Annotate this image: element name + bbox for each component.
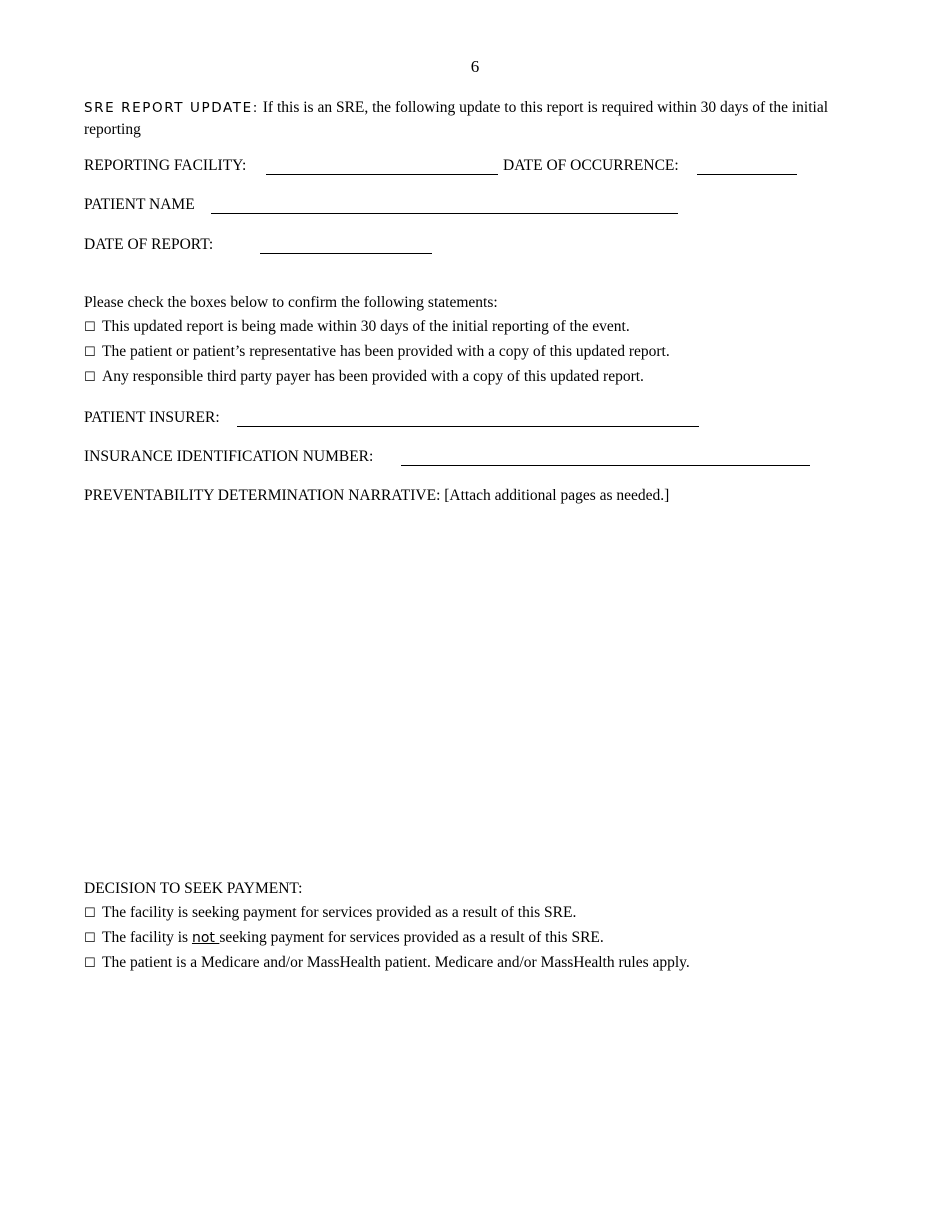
payment-item-not-seeking [84, 929, 604, 947]
date-of-report-field-part2[interactable] [307, 253, 432, 254]
date-of-report-field-part1[interactable] [260, 253, 307, 254]
payment-item-medicare [84, 954, 690, 972]
narrative-text-area[interactable] [84, 515, 864, 870]
checkbox[interactable]: ☐ [84, 956, 96, 971]
payment-item-not-word: not [191, 930, 220, 946]
insurance-id-field[interactable] [401, 465, 810, 466]
date-of-report-label: DATE OF REPORT: [84, 236, 214, 253]
patient-name-label: PATIENT NAME [84, 196, 195, 213]
sre-report-update-label: SRE REPORT UPDATE [84, 100, 253, 116]
reporting-facility-label: REPORTING FACILITY: [84, 157, 247, 174]
reporting-facility-field[interactable] [266, 174, 498, 175]
payment-heading: DECISION TO SEEK PAYMENT: [84, 880, 303, 897]
confirm-item-text: Any responsible third party payer has been provided with a copy of this updated report. [102, 368, 644, 385]
date-of-occurrence-label: DATE OF OCCURRENCE: [503, 157, 679, 174]
patient-name-field[interactable] [211, 213, 678, 214]
payment-item-text: The facility is seeking payment for services provided as a result of this SRE. [102, 904, 577, 921]
checkbox[interactable]: ☐ [84, 345, 96, 360]
confirm-item-text: This updated report is being made within 30 days of the initial reporting of the event. [102, 318, 630, 335]
checkbox[interactable]: ☐ [84, 931, 96, 946]
confirm-intro: Please check the boxes below to confirm the following statements: [84, 294, 498, 311]
page-number: 6 [470, 57, 480, 76]
payment-item-seeking [84, 904, 576, 922]
checkbox[interactable]: ☐ [84, 320, 96, 335]
narrative-label: PREVENTABILITY DETERMINATION NARRATIVE: [Attach additional pages as needed.] [84, 487, 670, 504]
sre-update-text: If this is an SRE, the following update to this report is required within 30 days of the initial reporting [84, 99, 829, 138]
patient-insurer-label: PATIENT INSURER: [84, 409, 220, 426]
patient-insurer-field[interactable] [237, 426, 699, 427]
confirm-item-patient-copy [84, 343, 670, 361]
checkbox[interactable]: ☐ [84, 906, 96, 921]
payment-item-text-after: seeking payment for services provided as a result of this SRE. [219, 929, 604, 946]
confirm-item-payer-copy [84, 368, 644, 386]
sre-label-colon: : [252, 100, 259, 116]
confirm-item-within-30-days [84, 318, 630, 336]
date-of-occurrence-field[interactable] [697, 174, 797, 175]
checkbox[interactable]: ☐ [84, 370, 96, 385]
payment-item-text: The patient is a Medicare and/or MassHealth patient. Medicare and/or MassHealth rules apply. [102, 954, 690, 971]
confirm-item-text: The patient or patient’s representative has been provided with a copy of this updated report. [102, 343, 670, 360]
sre-report-update-instruction [84, 97, 874, 140]
payment-item-text-before: The facility is [102, 929, 192, 946]
insurance-id-label: INSURANCE IDENTIFICATION NUMBER: [84, 448, 374, 465]
